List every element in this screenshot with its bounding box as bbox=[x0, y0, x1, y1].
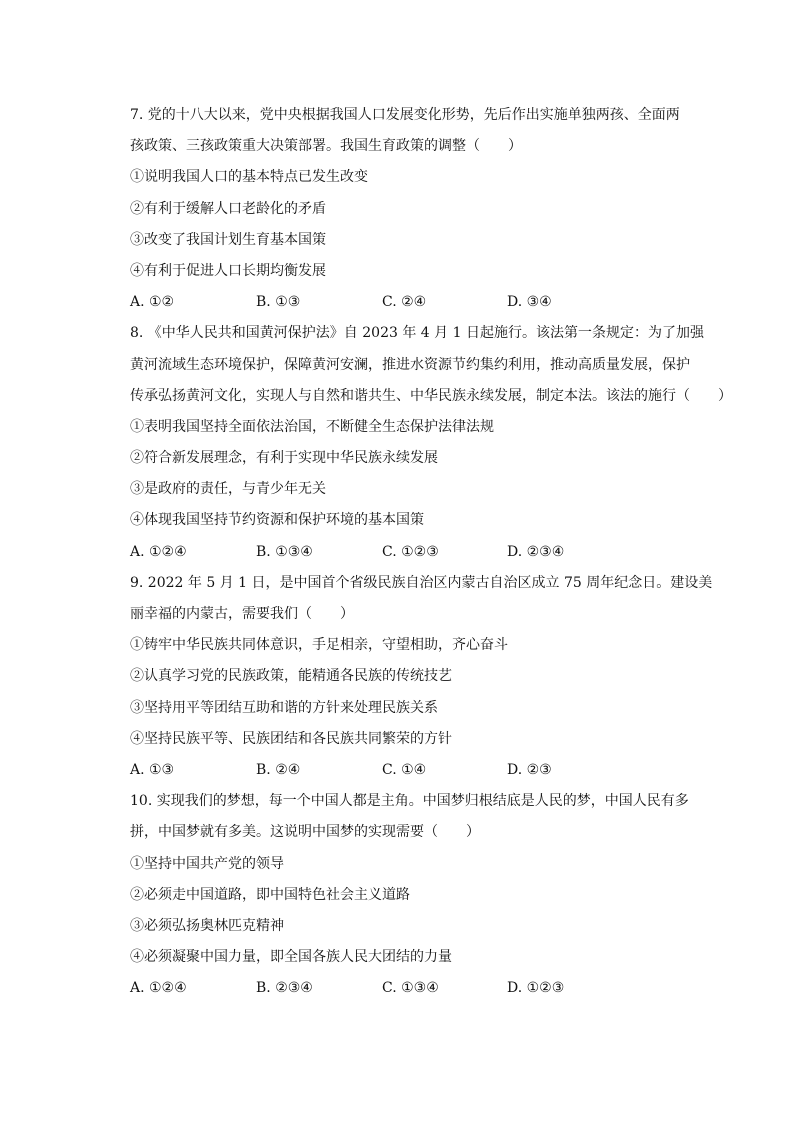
option-d[interactable]: D. ②③④ bbox=[507, 543, 565, 560]
statement-1: ①说明我国人口的基本特点已发生改变 bbox=[130, 169, 368, 186]
question-10 bbox=[130, 786, 700, 1004]
statement-1: ①坚持中国共产党的领导 bbox=[130, 855, 284, 872]
option-c[interactable]: C. ①②③ bbox=[382, 543, 439, 560]
exam-page bbox=[130, 100, 732, 1004]
question-stem-line: 8. 《中华人民共和国黄河保护法》自 2023 年 4 月 1 日起施行。该法第一条规定：为了加强 bbox=[130, 325, 704, 342]
question-stem-line: 9. 2022 年 5 月 1 日，是中国首个省级民族自治区内蒙古自治区成立 75 周年纪念日。建设美 bbox=[130, 574, 713, 591]
option-b[interactable]: B. ②③④ bbox=[256, 980, 313, 997]
question-stem-line: 7. 党的十八大以来，党中央根据我国人口发展变化形势，先后作出实施单独两孩、全面两 bbox=[130, 107, 680, 123]
question-stem-line: 拼，中国梦就有多美。这说明中国梦的实现需要（ ） bbox=[130, 824, 480, 841]
statement-3: ③坚持用平等团结互助和谐的方针来处理民族关系 bbox=[130, 699, 438, 716]
statement-4: ④有利于促进人口长期均衡发展 bbox=[130, 262, 326, 279]
statement-2: ②符合新发展理念，有利于实现中华民族永续发展 bbox=[130, 450, 438, 467]
statement-4: ④坚持民族平等、民族团结和各民族共同繁荣的方针 bbox=[130, 730, 452, 747]
question-stem-line: 丽幸福的内蒙古，需要我们（ ） bbox=[130, 606, 354, 622]
statement-2: ②必须走中国道路，即中国特色社会主义道路 bbox=[130, 886, 410, 903]
statement-4: ④必须凝聚中国力量，即全国各族人民大团结的力量 bbox=[130, 949, 452, 966]
statement-2: ②认真学习党的民族政策，能精通各民族的传统技艺 bbox=[130, 668, 452, 685]
statement-3: ③必须弘扬奥林匹克精神 bbox=[130, 917, 284, 934]
option-d[interactable]: D. ②③ bbox=[507, 761, 552, 778]
option-d[interactable]: D. ①②③ bbox=[507, 980, 565, 997]
option-b[interactable]: B. ②④ bbox=[256, 761, 301, 778]
option-a[interactable]: A. ①②④ bbox=[130, 980, 187, 997]
statement-4: ④体现我国坚持节约资源和保护环境的基本国策 bbox=[130, 512, 424, 529]
question-stem-line: 10. 实现我们的梦想，每一个中国人都是主角。中国梦归根结底是人民的梦，中国人民有多 bbox=[130, 793, 689, 810]
question-stem-line: 黄河流域生态环境保护，保障黄河安澜，推进水资源节约集约利用，推动高质量发展，保护 bbox=[130, 356, 690, 373]
question-7 bbox=[130, 100, 700, 318]
option-a[interactable]: A. ①②④ bbox=[130, 543, 187, 560]
statement-3: ③是政府的责任，与青少年无关 bbox=[130, 481, 326, 498]
question-9 bbox=[130, 568, 713, 786]
statement-3: ③改变了我国计划生育基本国策 bbox=[130, 231, 326, 248]
option-b[interactable]: B. ①③④ bbox=[256, 543, 313, 560]
answer-options bbox=[130, 287, 700, 318]
answer-options bbox=[130, 755, 700, 786]
question-stem-line: 传承弘扬黄河文化，实现人与自然和谐共生、中华民族永续发展，制定本法。该法的施行（ ） bbox=[130, 387, 732, 404]
question-8 bbox=[130, 318, 732, 568]
option-a[interactable]: A. ①③ bbox=[130, 761, 175, 778]
option-d[interactable]: D. ③④ bbox=[507, 294, 552, 311]
option-a[interactable]: A. ①② bbox=[130, 294, 175, 311]
statement-1: ①表明我国坚持全面依法治国，不断健全生态保护法律法规 bbox=[130, 418, 494, 435]
statement-2: ②有利于缓解人口老龄化的矛盾 bbox=[130, 200, 326, 217]
option-c[interactable]: C. ①③④ bbox=[382, 980, 439, 997]
option-c[interactable]: C. ②④ bbox=[382, 294, 427, 311]
option-c[interactable]: C. ①④ bbox=[382, 761, 427, 778]
answer-options bbox=[130, 973, 700, 1004]
option-b[interactable]: B. ①③ bbox=[256, 294, 301, 311]
statement-1: ①铸牢中华民族共同体意识，手足相亲，守望相助，齐心奋斗 bbox=[130, 637, 508, 654]
answer-options bbox=[130, 537, 700, 568]
question-stem-line: 孩政策、三孩政策重大决策部署。我国生育政策的调整（ ） bbox=[130, 138, 522, 155]
